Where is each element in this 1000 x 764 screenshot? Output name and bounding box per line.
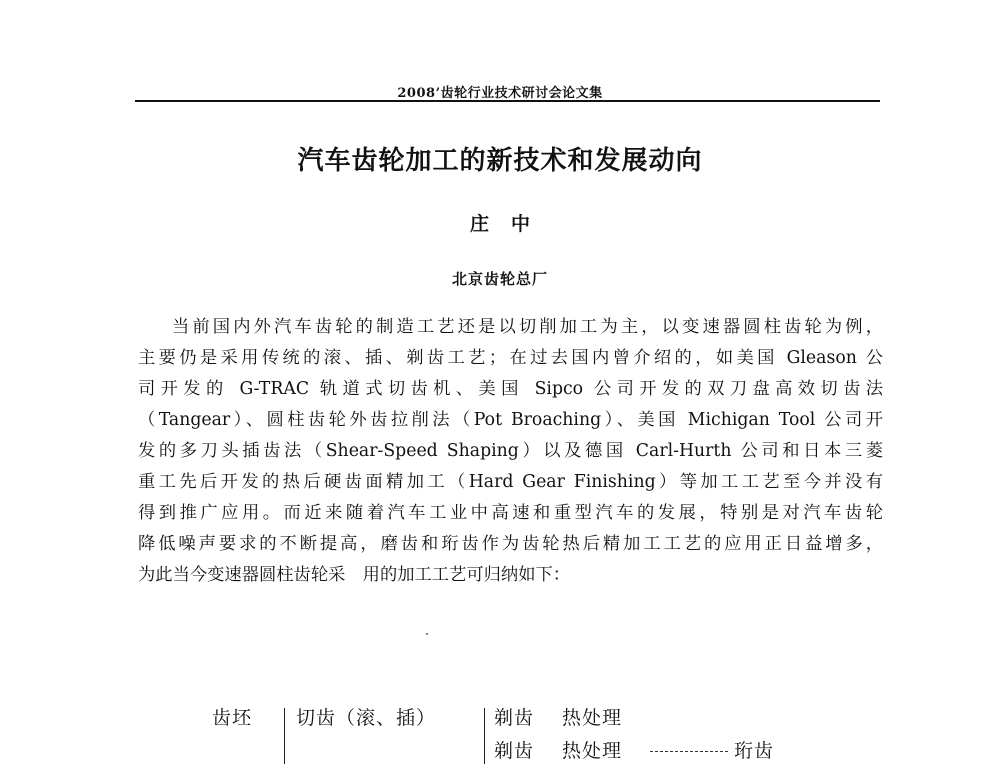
body-paragraph-line: 主要仍是采用传统的滚、插、剃齿工艺；在过去国内曾介绍的，如美国 Gleason 公 bbox=[138, 348, 883, 368]
flow-route2-heat: 热处理 bbox=[562, 740, 623, 762]
flow-route2-shaving: 剃齿 bbox=[494, 740, 535, 762]
flow-route1-heat: 热处理 bbox=[562, 707, 623, 729]
body-paragraph-line: 重工先后开发的热后硬齿面精加工（Hard Gear Finishing）等加工工艺至今并没有 bbox=[138, 472, 883, 492]
scan-speck bbox=[426, 633, 428, 635]
body-paragraph-line: 降低噪声要求的不断提高，磨齿和珩齿作为齿轮热后精加工工艺的应用正日益增多， bbox=[138, 534, 883, 554]
flow-route1-shaving: 剃齿 bbox=[494, 707, 535, 729]
flow-branch-line bbox=[484, 708, 485, 764]
author-name: 庄中 bbox=[469, 213, 552, 235]
body-paragraph-line: 司开发的 G-TRAC 轨道式切齿机、美国 Sipco 公司开发的双刀盘高效切齿法 bbox=[138, 379, 883, 399]
flow-route2-honing: 珩齿 bbox=[734, 740, 775, 762]
running-header: 2008’齿轮行业技术研讨会论文集 bbox=[397, 86, 603, 101]
author-affiliation: 北京齿轮总厂 bbox=[451, 270, 548, 288]
body-paragraph-line-last: 为此当今变速器圆柱齿轮采 用的加工工艺可归纳如下： bbox=[138, 565, 571, 585]
flow-arrow-line bbox=[650, 751, 728, 752]
article-title: 汽车齿轮加工的新技术和发展动向 bbox=[297, 146, 703, 176]
flow-step-blank: 齿坯 bbox=[212, 707, 253, 729]
body-paragraph-line: 得到推广应用。而近来随着汽车工业中高速和重型汽车的发展，特别是对汽车齿轮 bbox=[138, 503, 883, 523]
body-paragraph-line: （Tangear）、圆柱齿轮外齿拉削法（Pot Broaching）、美国 Michigan Tool 公司开 bbox=[138, 410, 883, 430]
body-paragraph-line: 当前国内外汽车齿轮的制造工艺还是以切削加工为主，以变速器圆柱齿轮为例， bbox=[172, 317, 883, 337]
flow-branch-line bbox=[284, 708, 285, 764]
header-rule bbox=[135, 100, 880, 102]
body-paragraph-line: 发的多刀头插齿法（Shear-Speed Shaping）以及德国 Carl-Hurth 公司和日本三菱 bbox=[138, 441, 883, 461]
flow-step-cutting: 切齿（滚、插） bbox=[296, 707, 437, 729]
